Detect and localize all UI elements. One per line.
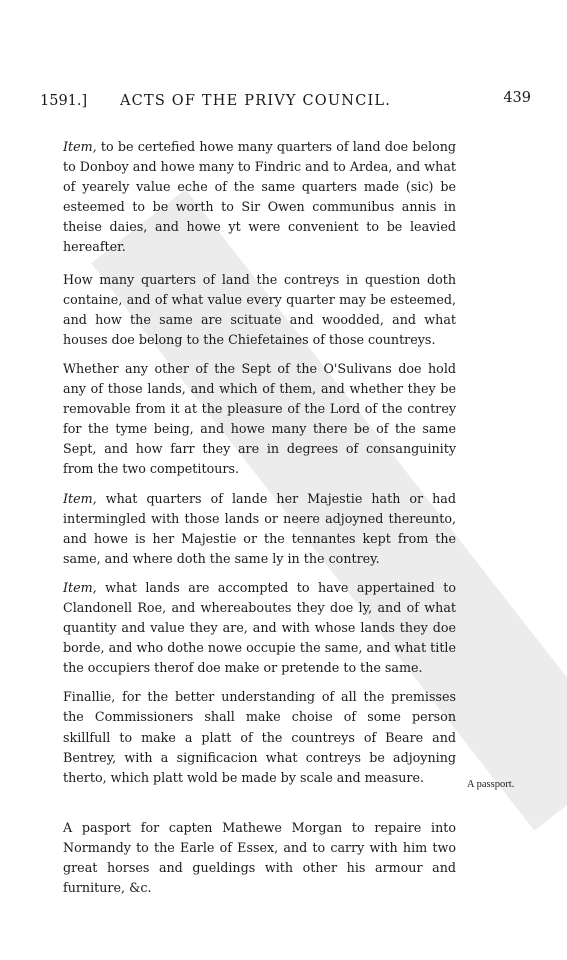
header-title: ACTS OF THE PRIVY COUNCIL. <box>120 93 392 109</box>
item-lead: Item, <box>63 579 97 595</box>
item-lead: Item, <box>63 139 97 154</box>
paragraph-text: Whether any other of the Sept of the O'Sulivans doe hold any of those lands, and which of them, and whether they be removable from it at the pleasure of the Lord of the contrey for the tyme being, and howe many there be of the same Sept, and how farr they are in degrees of consanguinity from the two competitours. <box>63 360 456 477</box>
item-lead: Item, <box>63 490 97 506</box>
paragraph-text: Finallie, for the better understanding of all the premisses the Commissioners shall make choise of some person skillfull to make a platt of the countreys of Beare and Bentrey, with a significacion what contreys be adjoyning therto, which platt wold be made by scale and measure. <box>63 689 456 785</box>
paragraph-3 <box>63 359 456 480</box>
paragraph-text: to be certefied howe many quarters of land doe belong to Donboy and howe many to Findric and to Ardea, and what of yearely value eche of the same quarters made (sic) be esteemed to be worth to Sir Owen communibus annis in theise daies, and howe yt were convenient to be leavied hereafter. <box>63 139 456 255</box>
paragraph-2 <box>63 270 456 350</box>
paragraph-text: what quarters of lande her Majestie hath or had intermingled with those lands or neere adjoyned thereunto, and howe is her Majestie or the tennantes kept from the same, and where doth the same ly in the contrey. <box>63 490 456 566</box>
header-year: 1591.] <box>40 93 88 109</box>
page-number: 439 <box>503 90 531 106</box>
body-text <box>63 137 456 898</box>
paragraph-4 <box>63 489 456 569</box>
paragraph-1 <box>63 137 456 258</box>
paragraph-6 <box>63 687 456 787</box>
paragraph-text: A pasport for capten Mathewe Morgan to repaire into Normandy to the Earle of Essex, and to carry with him two great horses and gueldings with other his armour and furniture, &c. <box>63 819 456 896</box>
paragraph-5 <box>63 578 456 678</box>
paragraph-text: what lands are accompted to have appertained to Clandonell Roe, and whereaboutes they doe ly, and of what quantity and value they are, and with whose lands they doe borde, and who dothe nowe occupie the same, and what title the occupiers therof doe make or pretende to the same. <box>63 579 456 676</box>
paragraph-7 <box>63 818 456 898</box>
paragraph-text: How many quarters of land the contreys in question doth containe, and of what value every quarter may be esteemed, and how the same are scituate and woodded, and what houses doe belong to the Chiefetaines of those countreys. <box>63 271 456 347</box>
running-header <box>40 90 531 117</box>
margin-note: A passport. <box>467 779 515 790</box>
